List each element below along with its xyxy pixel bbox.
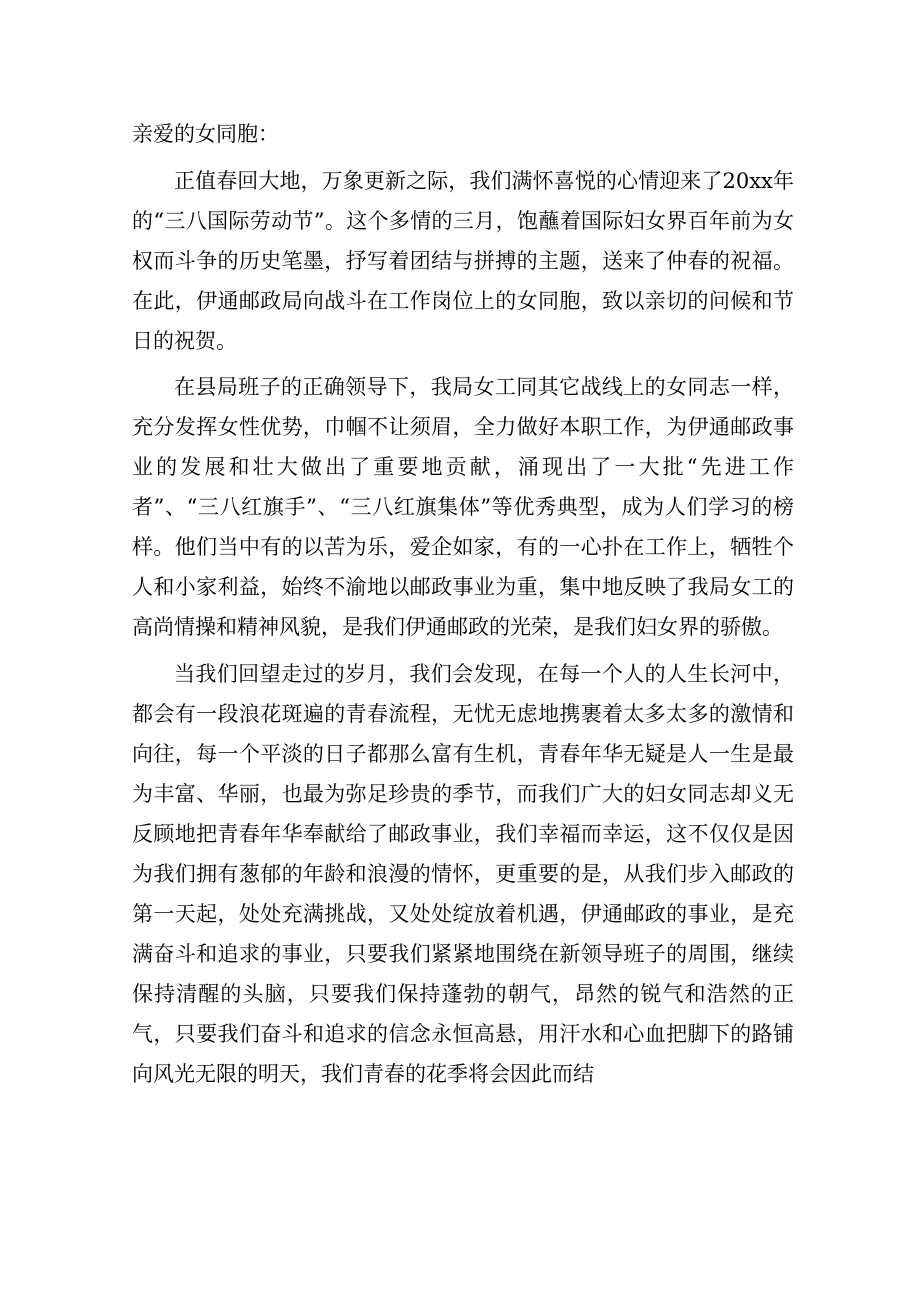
paragraph-youth-reflection: 当我们回望走过的岁月，我们会发现，在每一个人的人生长河中，都会有一段浪花斑遍的青春流程，无忧无虑地携裹着太多太多的激情和向往，每一个平淡的日子都那么富有生机，青春年华无疑是人一生是最为丰富、华丽，也最为弥足珍贵的季节，而我们广大的妇女同志却义无反顾地把青春年华奉献给了邮政事业，我们幸福而幸运，这不仅仅是因为我们拥有葱郁的年龄和浪漫的情怀，更重要的是，从我们步入邮政的第一天起，处处充满挑战，又处处绽放着机遇，伊通邮政的事业，是充满奋斗和追求的事业，只要我们紧紧地围绕在新领导班子的周围，继续保持清醒的头脑，只要我们保持蓬勃的朝气，昂然的锐气和浩然的正气，只要我们奋斗和追求的信念永恒高悬，用汗水和心血把脚下的路铺向风光无限的明天，我们青春的花季将会因此而结 (132, 661, 794, 1086)
letter-body (132, 114, 794, 1100)
paragraph-achievements: 在县局班子的正确领导下，我局女工同其它战线上的女同志一样，充分发挥女性优势，巾帼不让须眉，全力做好本职工作，为伊通邮政事业的发展和壮大做出了重要地贡献，涌现出了一大批“先进工作者”、“三八红旗手”、“三八红旗集体”等优秀典型，成为人们学习的榜样。他们当中有的以苦为乐，爱企如家，有的一心扑在工作上，牺牲个人和小家利益，始终不渝地以邮政事业为重，集中地反映了我局女工的高尚情操和精神风貌，是我们伊通邮政的光荣，是我们妇女界的骄傲。 (132, 375, 794, 639)
salutation: 亲爱的女同胞： (132, 122, 279, 146)
paragraph-festival-greeting: 正值春回大地，万象更新之际，我们满怀喜悦的心情迎来了20xx年的“三八国际劳动节”。这个多情的三月，饱蘸着国际妇女界百年前为女权而斗争的历史笔墨，抒写着团结与拼搏的主题，送来了仲春的祝福。在此，伊通邮政局向战斗在工作岗位上的女同胞，致以亲切的问候和节日的祝贺。 (132, 168, 794, 353)
